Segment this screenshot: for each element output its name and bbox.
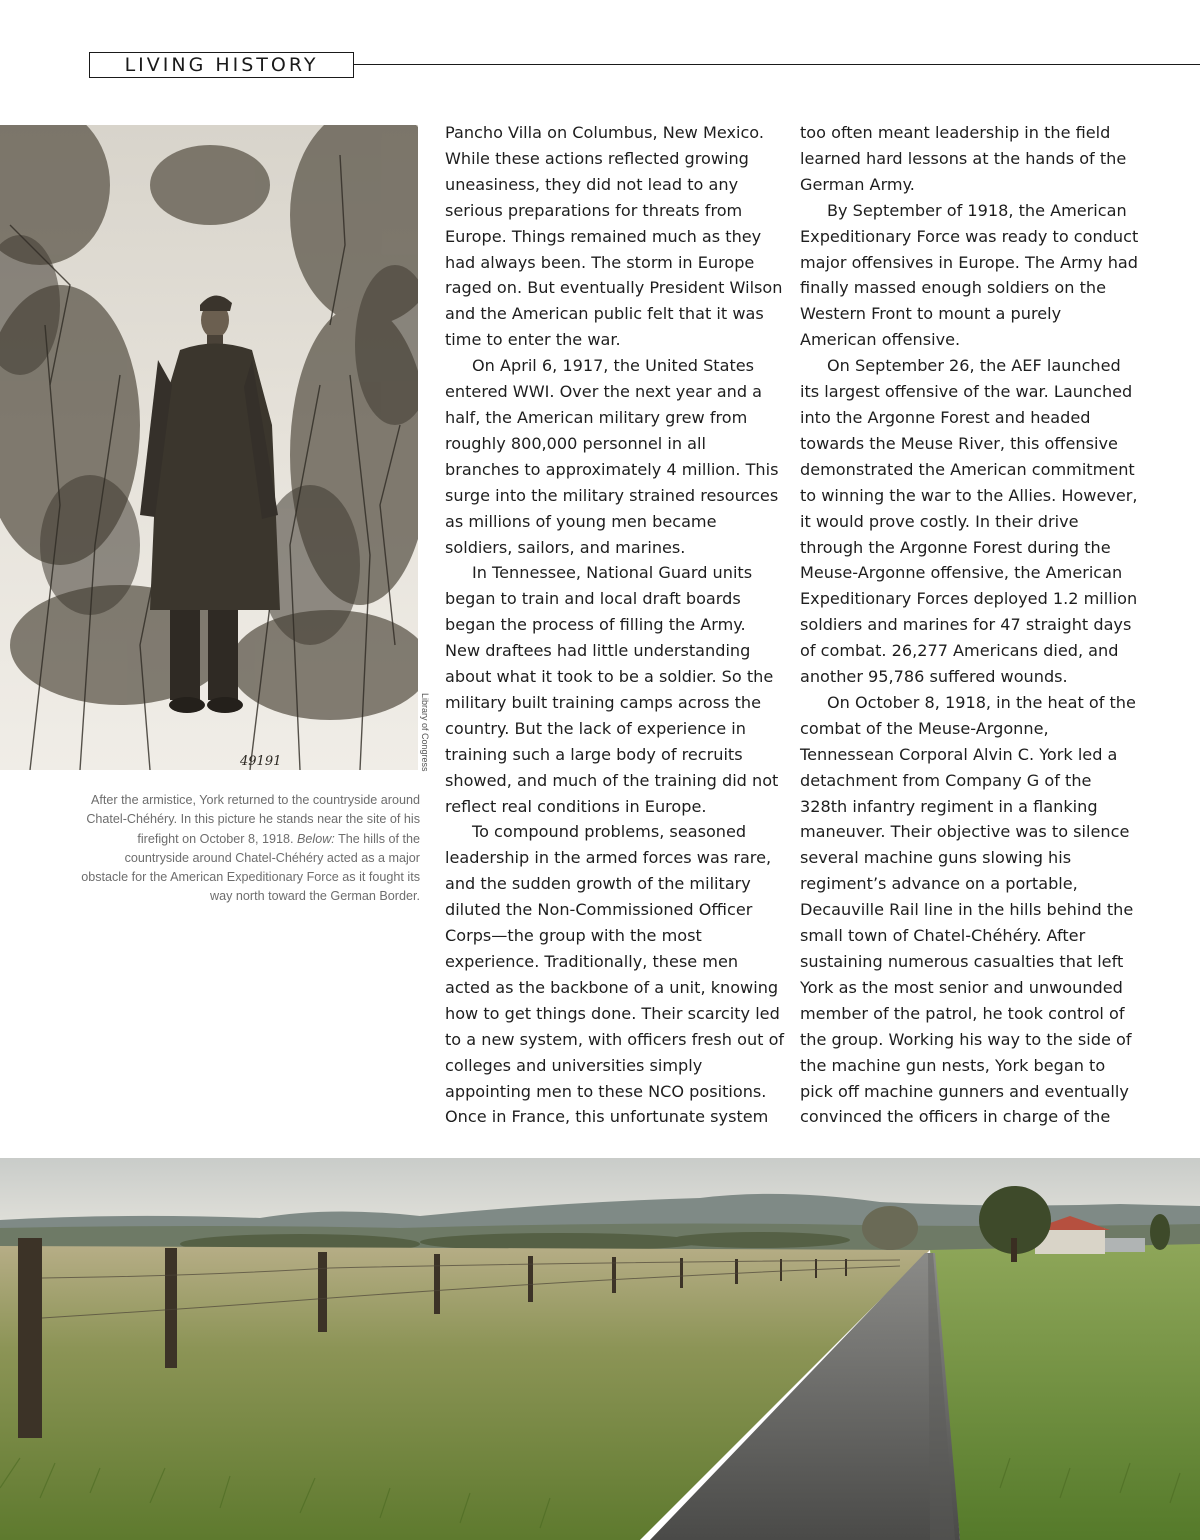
- landscape-photo: [0, 1158, 1200, 1540]
- paragraph: On September 26, the AEF launched its largest offensive of the war. Launched into the Argonne Forest and headed towards the Meuse River, this offensive demonstrated the American commitment to winning the war to the Allies. However, it would prove costly. In their drive through the Argonne Forest during the Meuse-Argonne offensive, the American Expeditionary Forces deployed 1.2 million soldiers and marines for 47 straight days of combat. 26,277 Americans died, and another 95,786 suffered wounds.: [800, 356, 1138, 687]
- section-label: LIVING HISTORY: [89, 52, 354, 78]
- photo-credit: Library of Congress: [420, 693, 430, 772]
- paragraph: By September of 1918, the American Expeditionary Force was ready to conduct major offensives in Europe. The Army had finally massed enough soldiers on the Western Front to mount a purely American offensive.: [800, 200, 1139, 350]
- paragraph: Pancho Villa on Columbus, New Mexico. While these actions reflected growing uneasiness, they did not lead to any serious preparations for threats from Europe. Things remained much as they had always been. The storm in Europe raged on. But eventually President Wilson and the American public felt that it was time to enter the war.: [445, 123, 783, 350]
- paragraph: On October 8, 1918, in the heat of the combat of the Meuse-Argonne, Tennessean Corporal Alvin C. York led a detachment from Company G of the 328th infantry regiment in a flanking maneuver. Their objective was to silence several machine guns slowing his regiment’s advance on a portable, Decauville Rail line in the hills behind the small town of Chatel-Chéhéry. After sustaining numerous casualties that left York as the most senior and unwounded member of the patrol, he took control of the group. Working his way to the side of the machine gun nests, York began to pick off machine gunners and eventually convinced the officers in charge of the: [800, 692, 1136, 1127]
- photo-caption: [80, 791, 420, 907]
- plate-number: 49191: [240, 754, 282, 769]
- paragraph: To compound problems, seasoned leadership in the armed forces was rare, and the sudden growth of the military diluted the Non-Commissioned Officer Corps—the group with the most experience. Traditionally, these men acted as the backbone of a unit, knowing how to get things done. Their scarcity led to a new system, with officers fresh out of colleges and universities simply appointing men to these NCO positions. Once in France, this unfortunate system: [445, 822, 785, 1127]
- caption-part-2: The hills of the countryside around Chatel-Chéhéry acted as a major obstacle for the American Expeditionary Force as it fought its way north toward the German Border.: [81, 831, 420, 904]
- portrait-photo: [0, 125, 418, 770]
- body-column-right: [800, 120, 1140, 1130]
- paragraph: In Tennessee, National Guard units began to train and local draft boards began the process of filling the Army. New draftees had little understanding about what it took to be a soldier. So the military built training camps across the country. But the lack of experience in training such a large body of recruits showed, and much of the training did not reflect real conditions in Europe.: [445, 563, 779, 816]
- header-rule: [354, 64, 1200, 65]
- caption-part-1: After the armistice, York returned to the countryside around Chatel-Chéhéry. In this picture he stands near the site of his firefight on October 8, 1918.: [86, 793, 420, 846]
- paragraph: On April 6, 1917, the United States entered WWI. Over the next year and a half, the American military grew from roughly 800,000 personnel in all branches to approximately 4 million. This surge into the military strained resources as millions of young men became soldiers, sailors, and marines.: [445, 356, 779, 557]
- paragraph: too often meant leadership in the field learned hard lessons at the hands of the German Army.: [800, 123, 1127, 194]
- body-column-left: [445, 120, 785, 1130]
- caption-below-label: Below:: [297, 831, 335, 846]
